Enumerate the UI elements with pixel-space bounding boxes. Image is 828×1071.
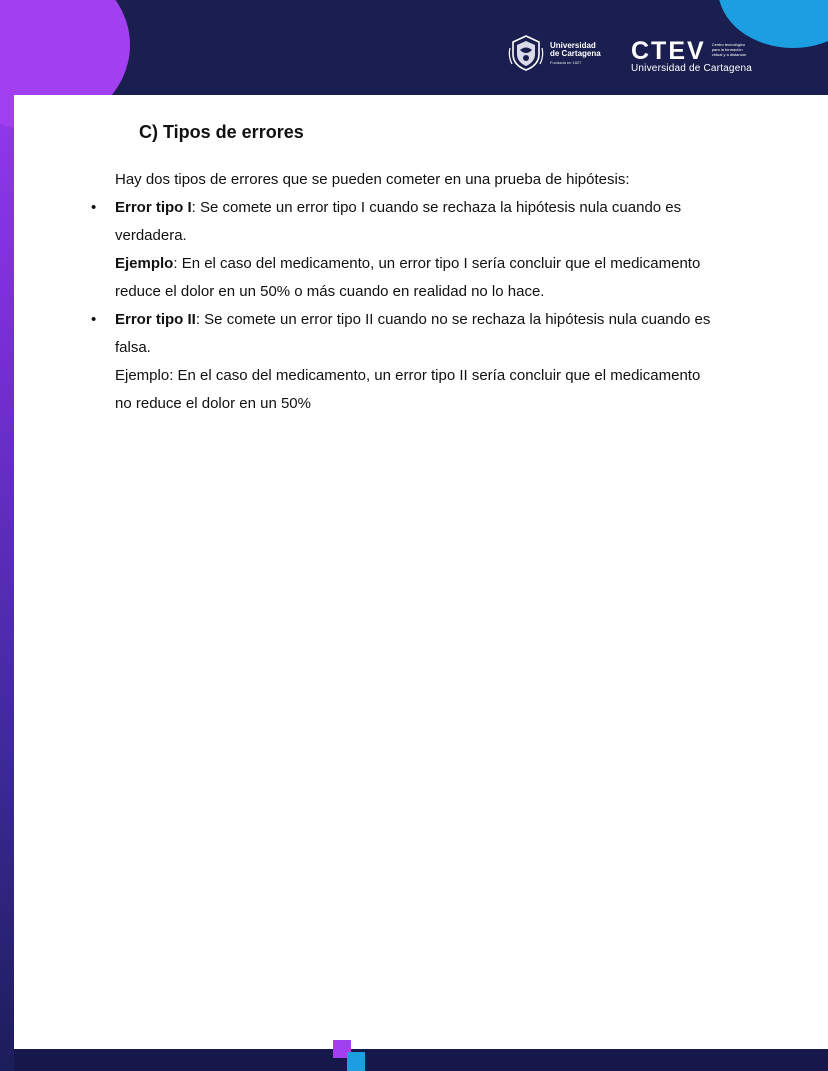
error-types-list — [91, 194, 715, 418]
error-type-1-label: Error tipo I — [115, 199, 192, 216]
university-name-line2: de Cartagena — [550, 48, 601, 58]
section-body — [91, 166, 715, 418]
university-founded: Fundada en 1827 — [550, 59, 582, 65]
ctev-logo — [631, 37, 754, 74]
intro-paragraph: Hay dos tipos de errores que se pueden cometer en una prueba de hipótesis: — [115, 171, 630, 188]
universidad-de-cartagena-logo — [508, 33, 601, 73]
university-name — [550, 42, 601, 65]
example-1-label: Ejemplo — [115, 255, 174, 272]
section-title: C) Tipos de errores — [139, 122, 304, 142]
university-crest-icon — [508, 34, 544, 72]
list-item-error-type-2 — [91, 306, 715, 418]
list-item-error-type-1 — [91, 194, 715, 306]
error-type-2-label: Error tipo II — [115, 311, 196, 328]
ctev-tagline-line3: virtual y a distancia — [711, 52, 746, 57]
left-gradient-band — [0, 0, 14, 1071]
example-2-text: Ejemplo: En el caso del medicamento, un error tipo II sería concluir que el medicamento no reduce el dolor en un 50% — [115, 367, 701, 412]
bottom-band — [14, 1049, 828, 1071]
bullet-icon: • — [91, 199, 97, 216]
error-type-1-text: : Se comete un error tipo I cuando se rechaza la hipótesis nula cuando es verdadera. — [115, 199, 682, 244]
example-1-text: : En el caso del medicamento, un error tipo I sería concluir que el medicamento reduce el dolor en un 50% o más cuando en realidad no lo hace. — [115, 255, 701, 300]
ctev-subtitle: Universidad de Cartagena — [631, 63, 752, 74]
ctev-tagline — [712, 42, 754, 57]
bullet-icon: • — [91, 311, 97, 328]
university-name-line1: Universidad — [550, 40, 596, 50]
ctev-tagline-line2: para la formación — [711, 47, 743, 52]
error-type-2-text: : Se comete un error tipo II cuando no se rechaza la hipótesis nula cuando es falsa. — [115, 311, 711, 356]
ctev-tagline-line1: Centro tecnológico — [711, 42, 746, 47]
blue-square-decoration — [347, 1052, 365, 1071]
ctev-mark: CTEV — [631, 37, 706, 65]
